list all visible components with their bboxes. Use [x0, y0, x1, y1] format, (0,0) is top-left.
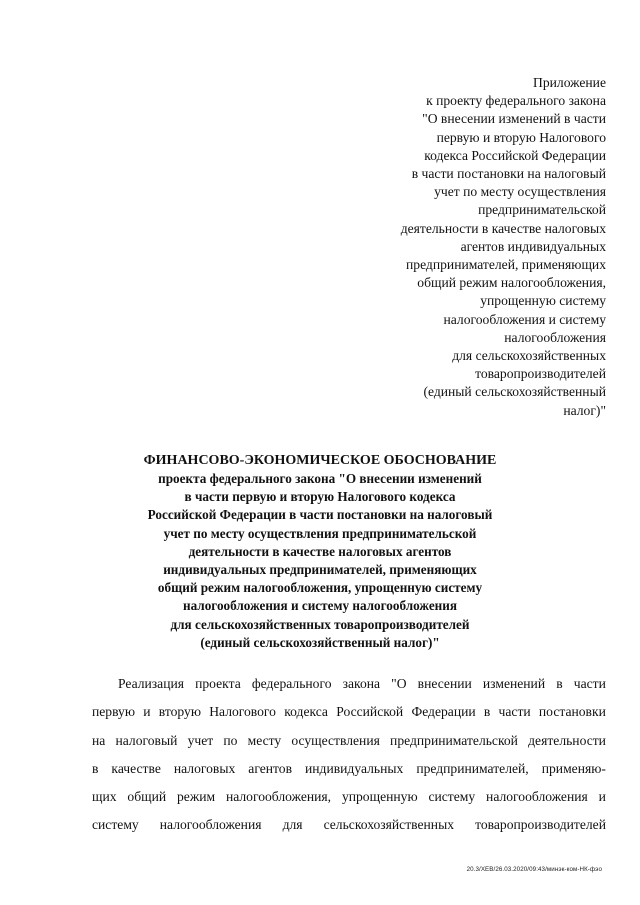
- appendix-line: предпринимательской: [478, 202, 606, 218]
- appendix-line: к проекту федерального закона: [426, 93, 606, 109]
- title-line: общий режим налогообложения, упрощенную систему: [157, 580, 483, 596]
- body-word: закона: [342, 676, 381, 691]
- body-word: налоговый: [115, 732, 178, 748]
- body-word: в: [92, 760, 99, 776]
- body-word: кодекса: [284, 704, 328, 720]
- body-word: для: [282, 817, 303, 833]
- body-line: [92, 698, 606, 726]
- body-line: [92, 811, 606, 839]
- body-word: учет: [187, 732, 214, 748]
- title-line: для сельскохозяйственных товаропроизводителей: [170, 616, 470, 632]
- body-word: налогообложения,: [225, 789, 332, 805]
- body-word: товаропроизводителей: [475, 817, 606, 833]
- body-word: в: [483, 704, 491, 720]
- body-word: осуществления: [291, 732, 380, 748]
- body-word: сельскохозяйственных: [323, 817, 454, 833]
- title-line: (единый сельскохозяйственный налог)": [200, 634, 440, 650]
- body-word: на: [92, 732, 106, 748]
- body-word: по: [223, 732, 238, 748]
- body-word: систему: [428, 789, 476, 805]
- appendix-line: для сельскохозяйственных: [452, 348, 606, 364]
- body-word: деятельности: [528, 732, 606, 748]
- body-word: применяю-: [541, 760, 606, 776]
- appendix-line: первую и вторую Налогового: [436, 129, 606, 145]
- document-title: [0, 452, 640, 652]
- title-line: налогообложения и систему налогообложения: [183, 598, 457, 614]
- appendix-line: кодекса Российской Федерации: [424, 147, 606, 163]
- appendix-line: "О внесении изменений в части: [422, 111, 606, 127]
- body-word: проекта: [195, 676, 241, 691]
- title-line: деятельности в качестве налоговых агентов: [188, 543, 452, 559]
- body-word: налогообложения: [486, 789, 588, 805]
- body-word: Федерации: [411, 704, 476, 720]
- body-word: изменений: [482, 676, 546, 691]
- body-word: налогообложения: [159, 817, 262, 833]
- body-word: части: [573, 676, 606, 691]
- body-word: Российской: [336, 704, 404, 720]
- title-line: индивидуальных предпринимателей, применяющих: [163, 562, 477, 578]
- body-word: налоговых: [173, 760, 236, 776]
- appendix-note: [306, 74, 606, 420]
- appendix-line: товаропроизводителей: [475, 366, 606, 382]
- body-line: [92, 783, 606, 811]
- body-paragraph: [92, 670, 606, 840]
- footer-document-code: 20.3/XEB/26.03.2020/09:43/минэк-ком-НК-фэо: [466, 866, 602, 873]
- appendix-line: упрощенную систему: [480, 293, 606, 309]
- appendix-line: предпринимателей, применяющих: [406, 257, 606, 273]
- appendix-line: деятельности в качестве налоговых: [400, 220, 606, 236]
- appendix-line: налогообложения: [504, 329, 606, 345]
- body-word: месту: [247, 732, 282, 748]
- appendix-line: налогообложения и систему: [443, 311, 606, 327]
- appendix-line: налог)": [563, 402, 606, 418]
- body-word: и: [598, 789, 606, 805]
- body-line: [92, 670, 606, 698]
- body-word: общий: [127, 789, 167, 805]
- title-line: учет по месту осуществления предпринимательской: [163, 525, 477, 541]
- body-word: качестве: [111, 760, 161, 776]
- body-word: "О: [391, 676, 407, 691]
- body-word: Реализация: [118, 676, 184, 691]
- appendix-line: общий режим налогообложения,: [417, 275, 606, 291]
- body-line: [92, 755, 606, 783]
- body-word: индивидуальных: [305, 760, 404, 776]
- body-word: щих: [92, 789, 117, 805]
- body-line: [92, 727, 606, 755]
- body-word: в: [556, 676, 563, 691]
- appendix-line: агентов индивидуальных: [460, 238, 606, 254]
- body-word: постановки: [538, 704, 606, 720]
- body-word: предпринимателей,: [416, 760, 529, 776]
- appendix-line: учет по месту осуществления: [434, 184, 606, 200]
- appendix-line: (единый сельскохозяйственный: [423, 384, 606, 400]
- title-line: в части первую и вторую Налогового кодекса: [184, 489, 456, 505]
- body-word: режим: [177, 789, 216, 805]
- body-word: и: [143, 704, 151, 720]
- body-word: Налогового: [209, 704, 276, 720]
- body-word: первую: [92, 704, 136, 720]
- body-word: агентов: [248, 760, 292, 776]
- title-line: проекта федерального закона "О внесении изменений: [158, 471, 482, 486]
- body-word: упрощенную: [341, 789, 418, 805]
- body-word: систему: [92, 817, 139, 833]
- body-word: внесении: [417, 676, 472, 691]
- body-word: вторую: [158, 704, 201, 720]
- body-word: части: [498, 704, 531, 720]
- body-word: федерального: [251, 676, 332, 691]
- body-word: предпринимательской: [390, 732, 518, 748]
- title-line: Российской Федерации в части постановки на налоговый: [147, 507, 493, 523]
- appendix-line: в части постановки на налоговый: [411, 166, 606, 182]
- title-heading: ФИНАНСОВО-ЭКОНОМИЧЕСКОЕ ОБОСНОВАНИЕ: [143, 453, 497, 468]
- appendix-line: Приложение: [533, 75, 606, 90]
